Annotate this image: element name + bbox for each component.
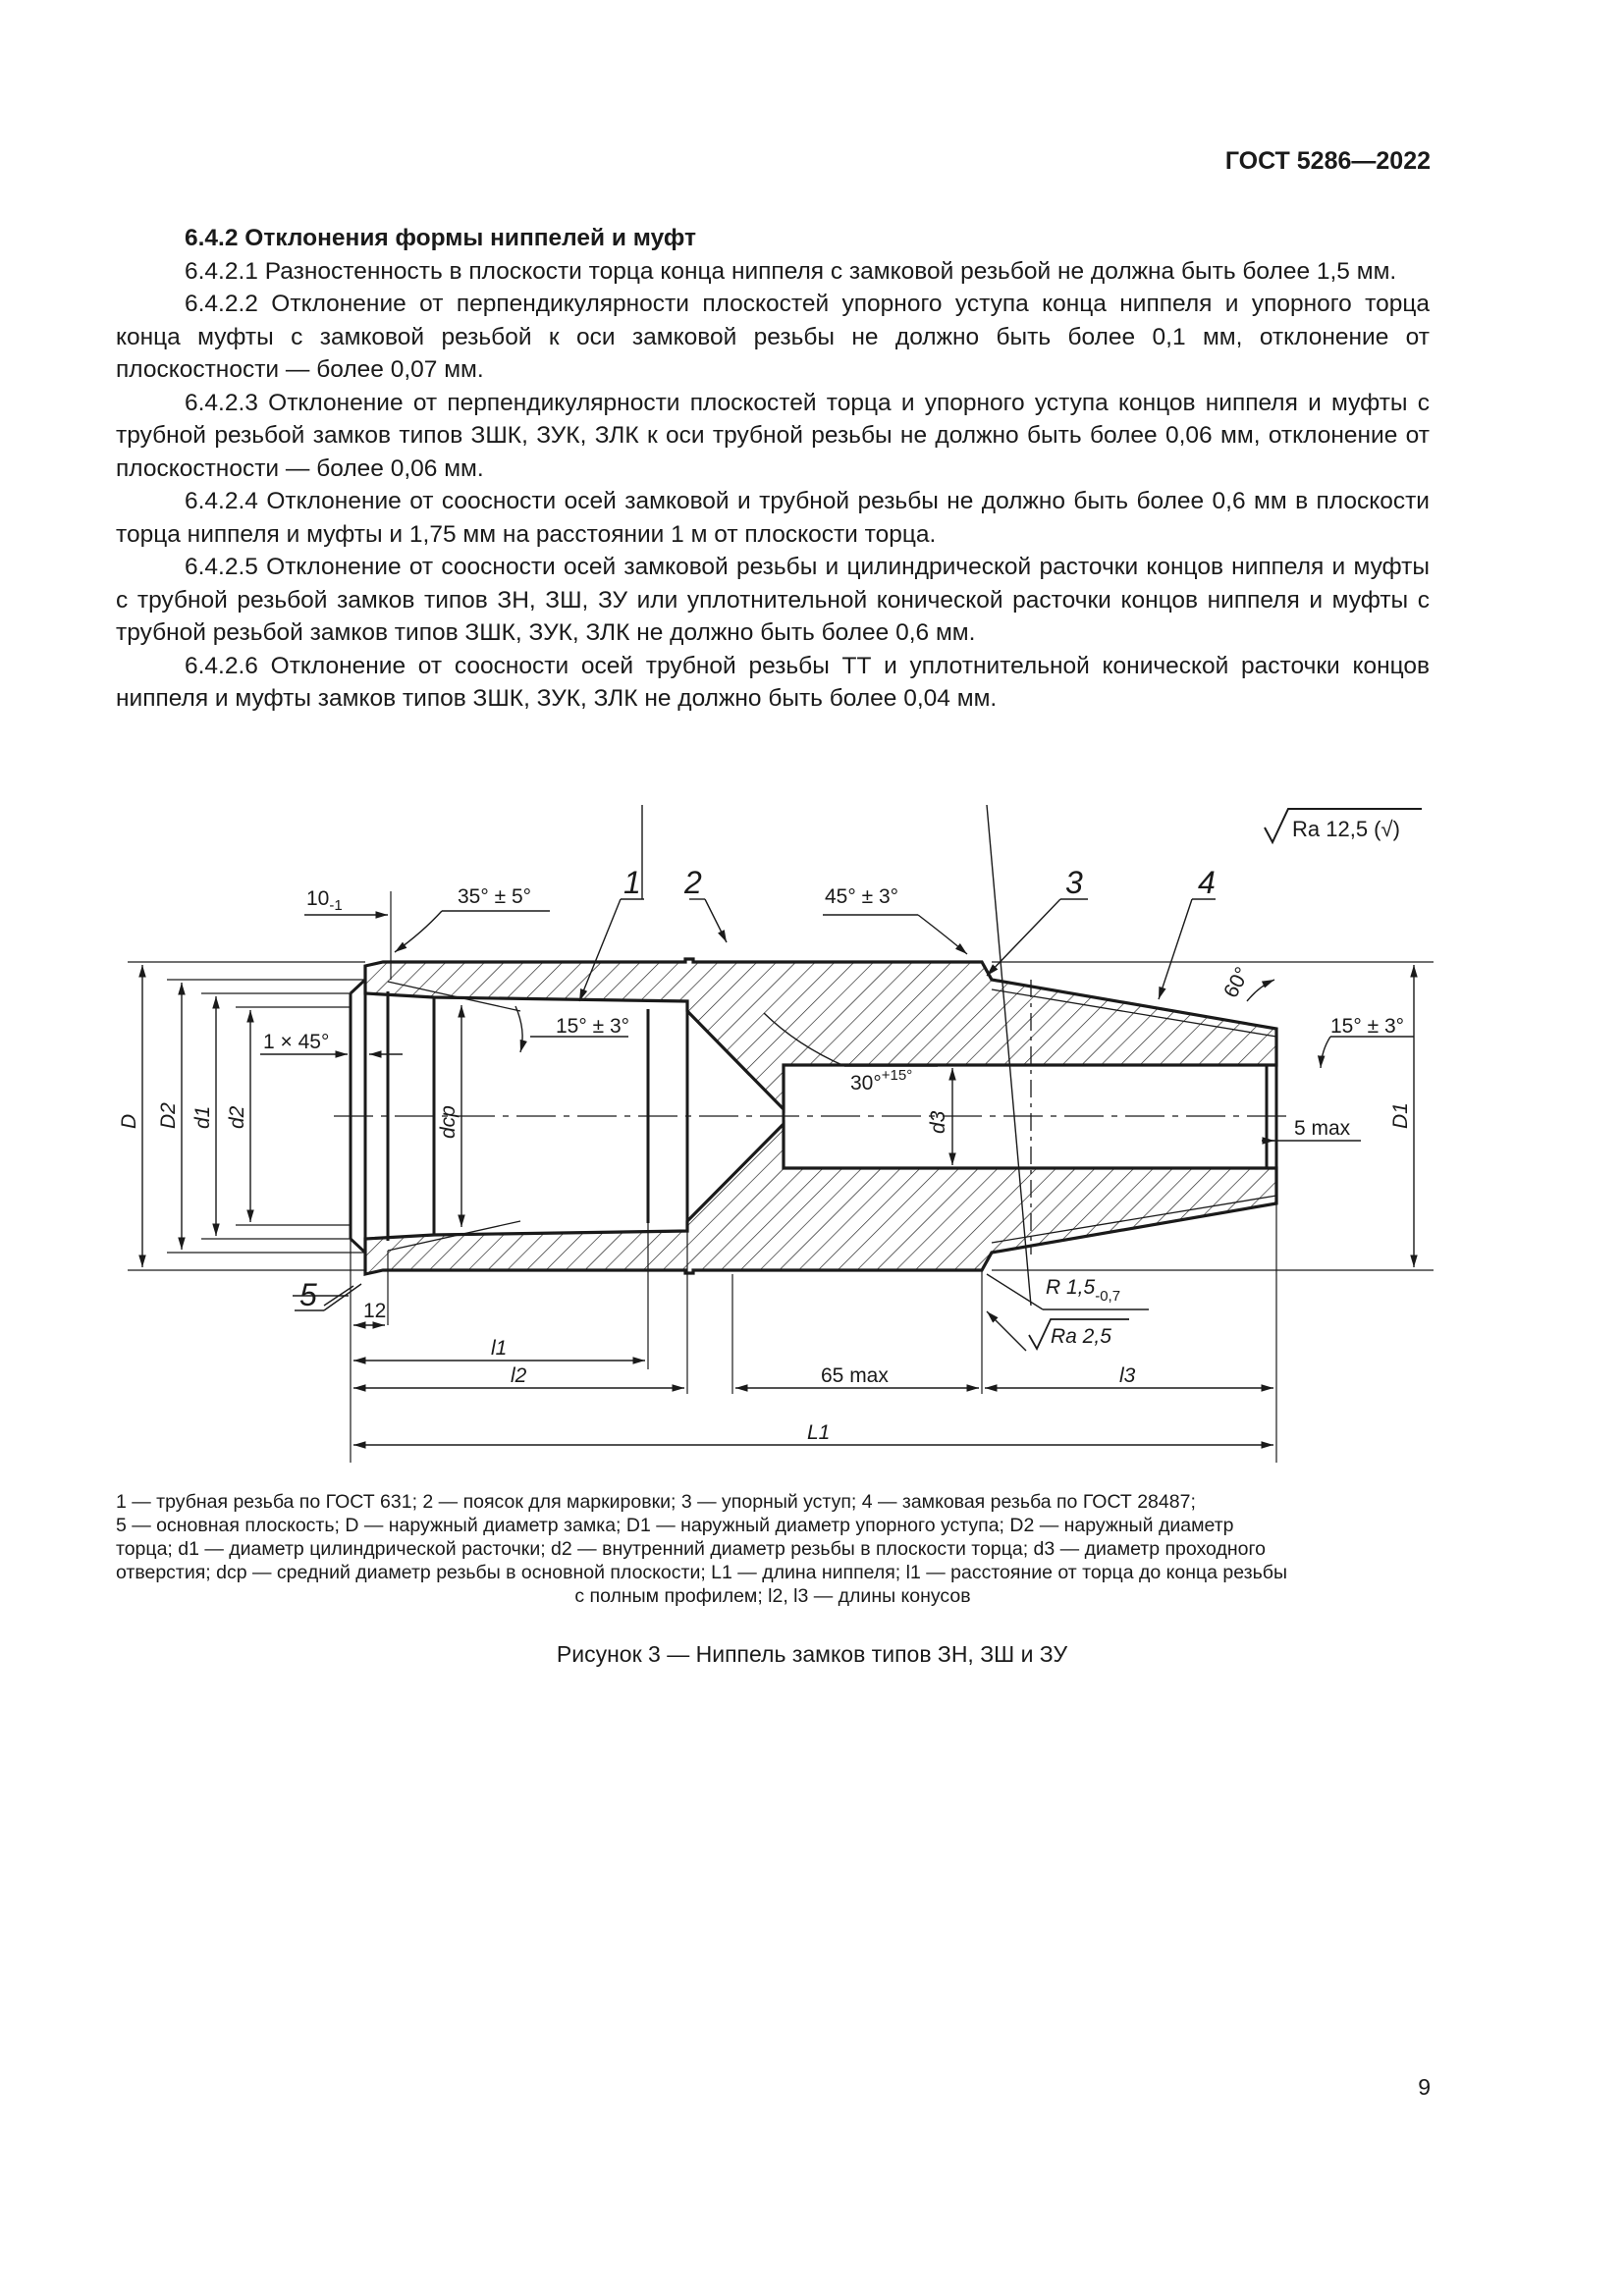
legend-line-4: отверстия; dср — средний диаметр резьбы в основной плоскости; L1 — длина ниппеля; l1 — расстояние от торца до конца резьбы — [116, 1562, 1287, 1583]
paragraph-6-4-2-5: 6.4.2.5 Отклонение от соосности осей замковой резьбы и цилиндрической расточки концов ниппеля и муфты с трубной резьбой замков типов ЗН, ЗШ, ЗУ или уплотнительной конической расточки концов ниппеля и муфты с трубной резьбой замков типов ЗШК, ЗУК, ЗЛК не должно быть более 0,6 мм. — [116, 554, 1430, 646]
roughness-local-label: Ra 2,5 — [1051, 1325, 1111, 1348]
document-header: ГОСТ 5286—2022 — [1224, 147, 1431, 175]
dim-l1-label: l1 — [491, 1337, 508, 1360]
radius-label: R $1,5_{-0,7}$ — [1046, 1276, 1121, 1305]
angle-30-label: 30°$^{+15^\circ}$ — [850, 1067, 913, 1095]
dim-d1-label: d1 — [191, 1105, 214, 1129]
roughness-general-label: Ra 12,5 (√) — [1292, 817, 1400, 841]
angle-15-right-label: 15° ± 3° — [1330, 1015, 1405, 1038]
dim-dcp-label: dcp — [437, 1105, 460, 1139]
section-body — [116, 222, 1430, 716]
paragraph-6-4-2-2: 6.4.2.2 Отклонение от перпендикулярности плоскостей упорного уступа конца ниппеля и упорного торца конца муфты с замковой резьбой к оси замковой резьбы не должно быть более 0,1 мм, отклонение от плоскостности — более 0,07 мм. — [116, 291, 1430, 383]
dim-d3-label: d3 — [927, 1110, 949, 1134]
callout-4: 4 — [1198, 865, 1216, 900]
paragraph-6-4-2-4: 6.4.2.4 Отклонение от соосности осей замковой и трубной резьбы не должно быть более 0,6 мм в плоскости торца ниппеля и муфты и 1,75 мм на расстоянии 1 м от плоскости торца. — [116, 488, 1430, 548]
dim-5max-label: 5 max — [1294, 1117, 1351, 1140]
page-number: 9 — [1418, 2074, 1431, 2100]
angle-35-label: 35° ± 5° — [458, 885, 532, 908]
dim-d2-label: d2 — [226, 1105, 248, 1129]
paragraph-6-4-2-1: 6.4.2.1 Разностенность в плоскости торца конца ниппеля с замковой резьбой не должна быть более 1,5 мм. — [185, 257, 1397, 285]
dim-D-label: D — [118, 1113, 140, 1129]
angle-15-left-label: 15° ± 3° — [556, 1015, 630, 1038]
section-lower-wall — [365, 1124, 1276, 1274]
angle-45-label: 45° ± 3° — [825, 885, 899, 908]
nipple-drawing — [0, 805, 1624, 1482]
callout-3: 3 — [1065, 865, 1083, 900]
dim-65max-label: 65 max — [821, 1364, 889, 1387]
callout-5: 5 — [299, 1277, 317, 1312]
dim-10-label: $10_{-1}$ — [306, 887, 343, 914]
dim-D1-label: D1 — [1389, 1102, 1412, 1129]
dim-l2-label: l2 — [511, 1364, 527, 1387]
section-title: 6.4.2 Отклонения формы ниппелей и муфт — [185, 225, 696, 251]
legend-line-3: торца; d1 — диаметр цилиндрической расточки; d2 — внутренний диаметр резьбы в плоскости торца; d3 — диаметр проходного — [116, 1538, 1266, 1560]
legend-line-1: 1 — трубная резьба по ГОСТ 631; 2 — поясок для маркировки; 3 — упорный уступ; 4 — замковая резьба по ГОСТ 28487; — [116, 1491, 1196, 1513]
section-upper-wall — [365, 959, 1276, 1109]
roughness-general-symbol — [1265, 809, 1422, 842]
figure-legend — [116, 1490, 1430, 1608]
dim-12-label: 12 — [363, 1300, 387, 1322]
paragraph-6-4-2-3: 6.4.2.3 Отклонение от перпендикулярности плоскостей торца и упорного уступа концов ниппеля и муфты с трубной резьбой замков типов ЗШК, ЗУК, ЗЛК к оси трубной резьбы не должно быть более 0,06 мм, отклонение от плоскостности — более 0,06 мм. — [116, 389, 1430, 482]
dim-l3-label: l3 — [1119, 1364, 1136, 1387]
angle-60-label: 60° — [1219, 963, 1255, 1002]
callout-1: 1 — [623, 865, 641, 900]
legend-line-2: 5 — основная плоскость; D — наружный диаметр замка; D1 — наружный диаметр упорного уступа; D2 — наружный диаметр — [116, 1515, 1234, 1536]
paragraph-6-4-2-6: 6.4.2.6 Отклонение от соосности осей трубной резьбы ТТ и уплотнительной конической расточки концов ниппеля и муфты замков типов ЗШК, ЗУК, ЗЛК не должно быть более 0,04 мм. — [116, 652, 1430, 712]
dim-L1-label: L1 — [807, 1421, 831, 1444]
figure-caption: Рисунок 3 — Ниппель замков типов ЗН, ЗШ и ЗУ — [556, 1641, 1068, 1667]
callout-2: 2 — [684, 865, 702, 900]
dim-D2-label: D2 — [157, 1102, 180, 1129]
chamfer-label: 1 × 45° — [263, 1031, 330, 1053]
legend-line-5: с полным профилем; l2, l3 — длины конусов — [574, 1585, 971, 1607]
